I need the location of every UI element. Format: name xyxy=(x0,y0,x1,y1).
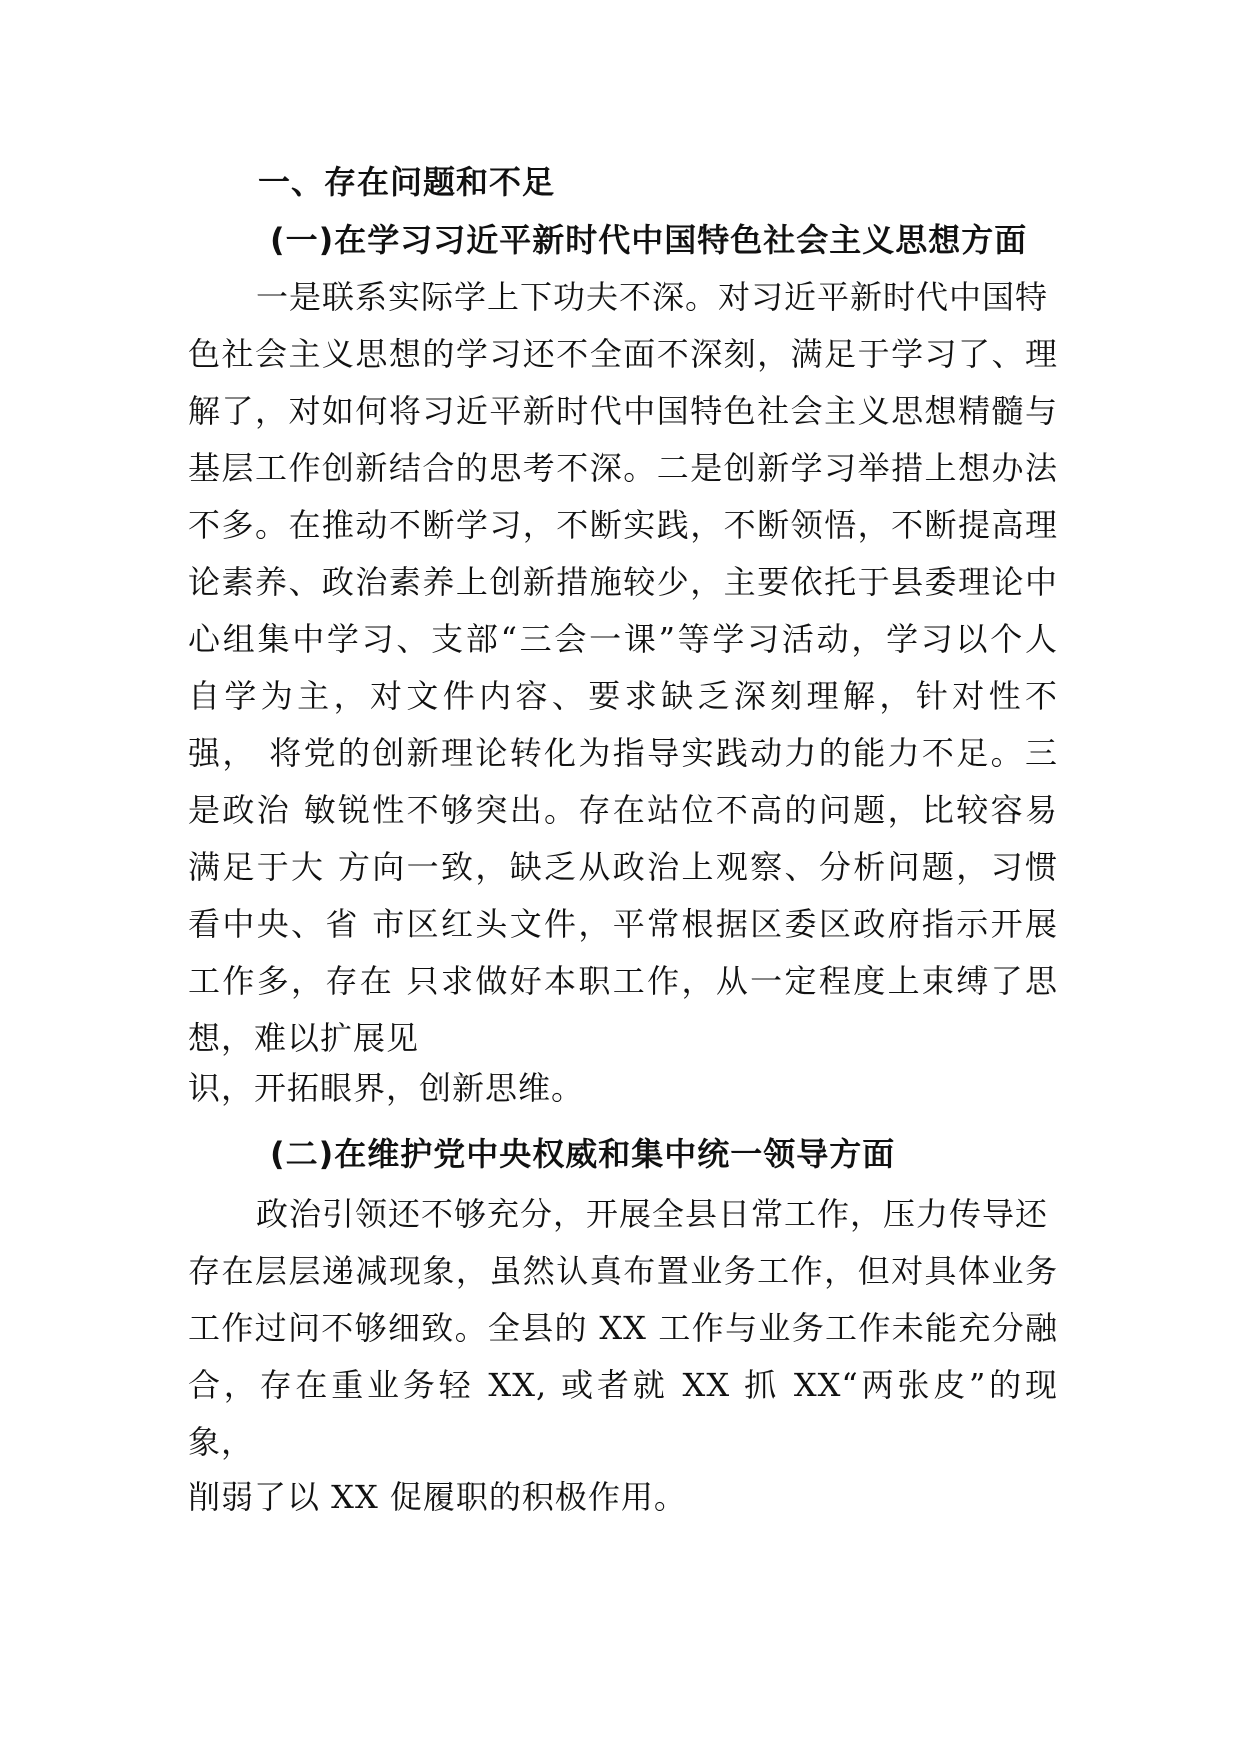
section-1-line-4: 基层工作创新结合的思考不深。二是创新学习举措上想办法 xyxy=(188,449,1058,487)
section-1-title: (一)在学习习近平新时代中国特色社会主义思想方面 xyxy=(270,221,1028,259)
section-1-line-8: 自学为主，对文件内容、要求缺乏深刻理解，针对性不 xyxy=(188,677,1058,715)
section-2-line-6: 削弱了以 XX 促履职的积极作用。 xyxy=(188,1478,687,1516)
section-2-title: (二)在维护党中央权威和集中统一领导方面 xyxy=(270,1135,896,1173)
section-1-line-11: 满足于大 方向一致，缺乏从政治上观察、分析问题，习惯 xyxy=(188,848,1058,886)
section-2-line-1: 政治引领还不够充分，开展全县日常工作，压力传导还 xyxy=(256,1195,1049,1233)
section-1-line-13: 工作多，存在 只求做好本职工作，从一定程度上束缚了思 xyxy=(188,962,1058,1000)
section-1-line-7: 心组集中学习、支部“三会一课”等学习活动，学习以个人 xyxy=(188,620,1058,658)
section-1-line-10: 是政治 敏锐性不够突出。存在站位不高的问题，比较容易 xyxy=(188,791,1058,829)
section-1-line-1: 一是联系实际学上下功夫不深。对习近平新时代中国特 xyxy=(256,278,1049,316)
section-1-line-12: 看中央、省 市区红头文件，平常根据区委区政府指示开展 xyxy=(188,905,1058,943)
section-1-line-5: 不多。在推动不断学习，不断实践，不断领悟，不断提高理 xyxy=(188,506,1058,544)
heading-1: 一、存在问题和不足 xyxy=(258,163,556,201)
section-2-line-5: 象， xyxy=(188,1423,255,1461)
section-1-line-14: 想，难以扩展见 xyxy=(188,1019,420,1057)
section-1-line-3: 解了，对如何将习近平新时代中国特色社会主义思想精髓与 xyxy=(188,392,1058,430)
section-2-line-4: 合，存在重业务轻 XX, 或者就 XX 抓 XX“两张皮”的现 xyxy=(188,1366,1058,1404)
section-1-line-2: 色社会主义思想的学习还不全面不深刻，满足于学习了、理 xyxy=(188,335,1058,373)
section-2-line-2: 存在层层递减现象，虽然认真布置业务工作，但对具体业务 xyxy=(188,1252,1058,1290)
section-1-line-9: 强， 将党的创新理论转化为指导实践动力的能力不足。三 xyxy=(188,734,1058,772)
section-1-line-6: 论素养、政治素养上创新措施较少，主要依托于县委理论中 xyxy=(188,563,1058,601)
section-1-line-15: 识，开拓眼界，创新思维。 xyxy=(188,1069,585,1107)
section-2-line-3: 工作过问不够细致。全县的 XX 工作与业务工作未能充分融 xyxy=(188,1309,1058,1347)
